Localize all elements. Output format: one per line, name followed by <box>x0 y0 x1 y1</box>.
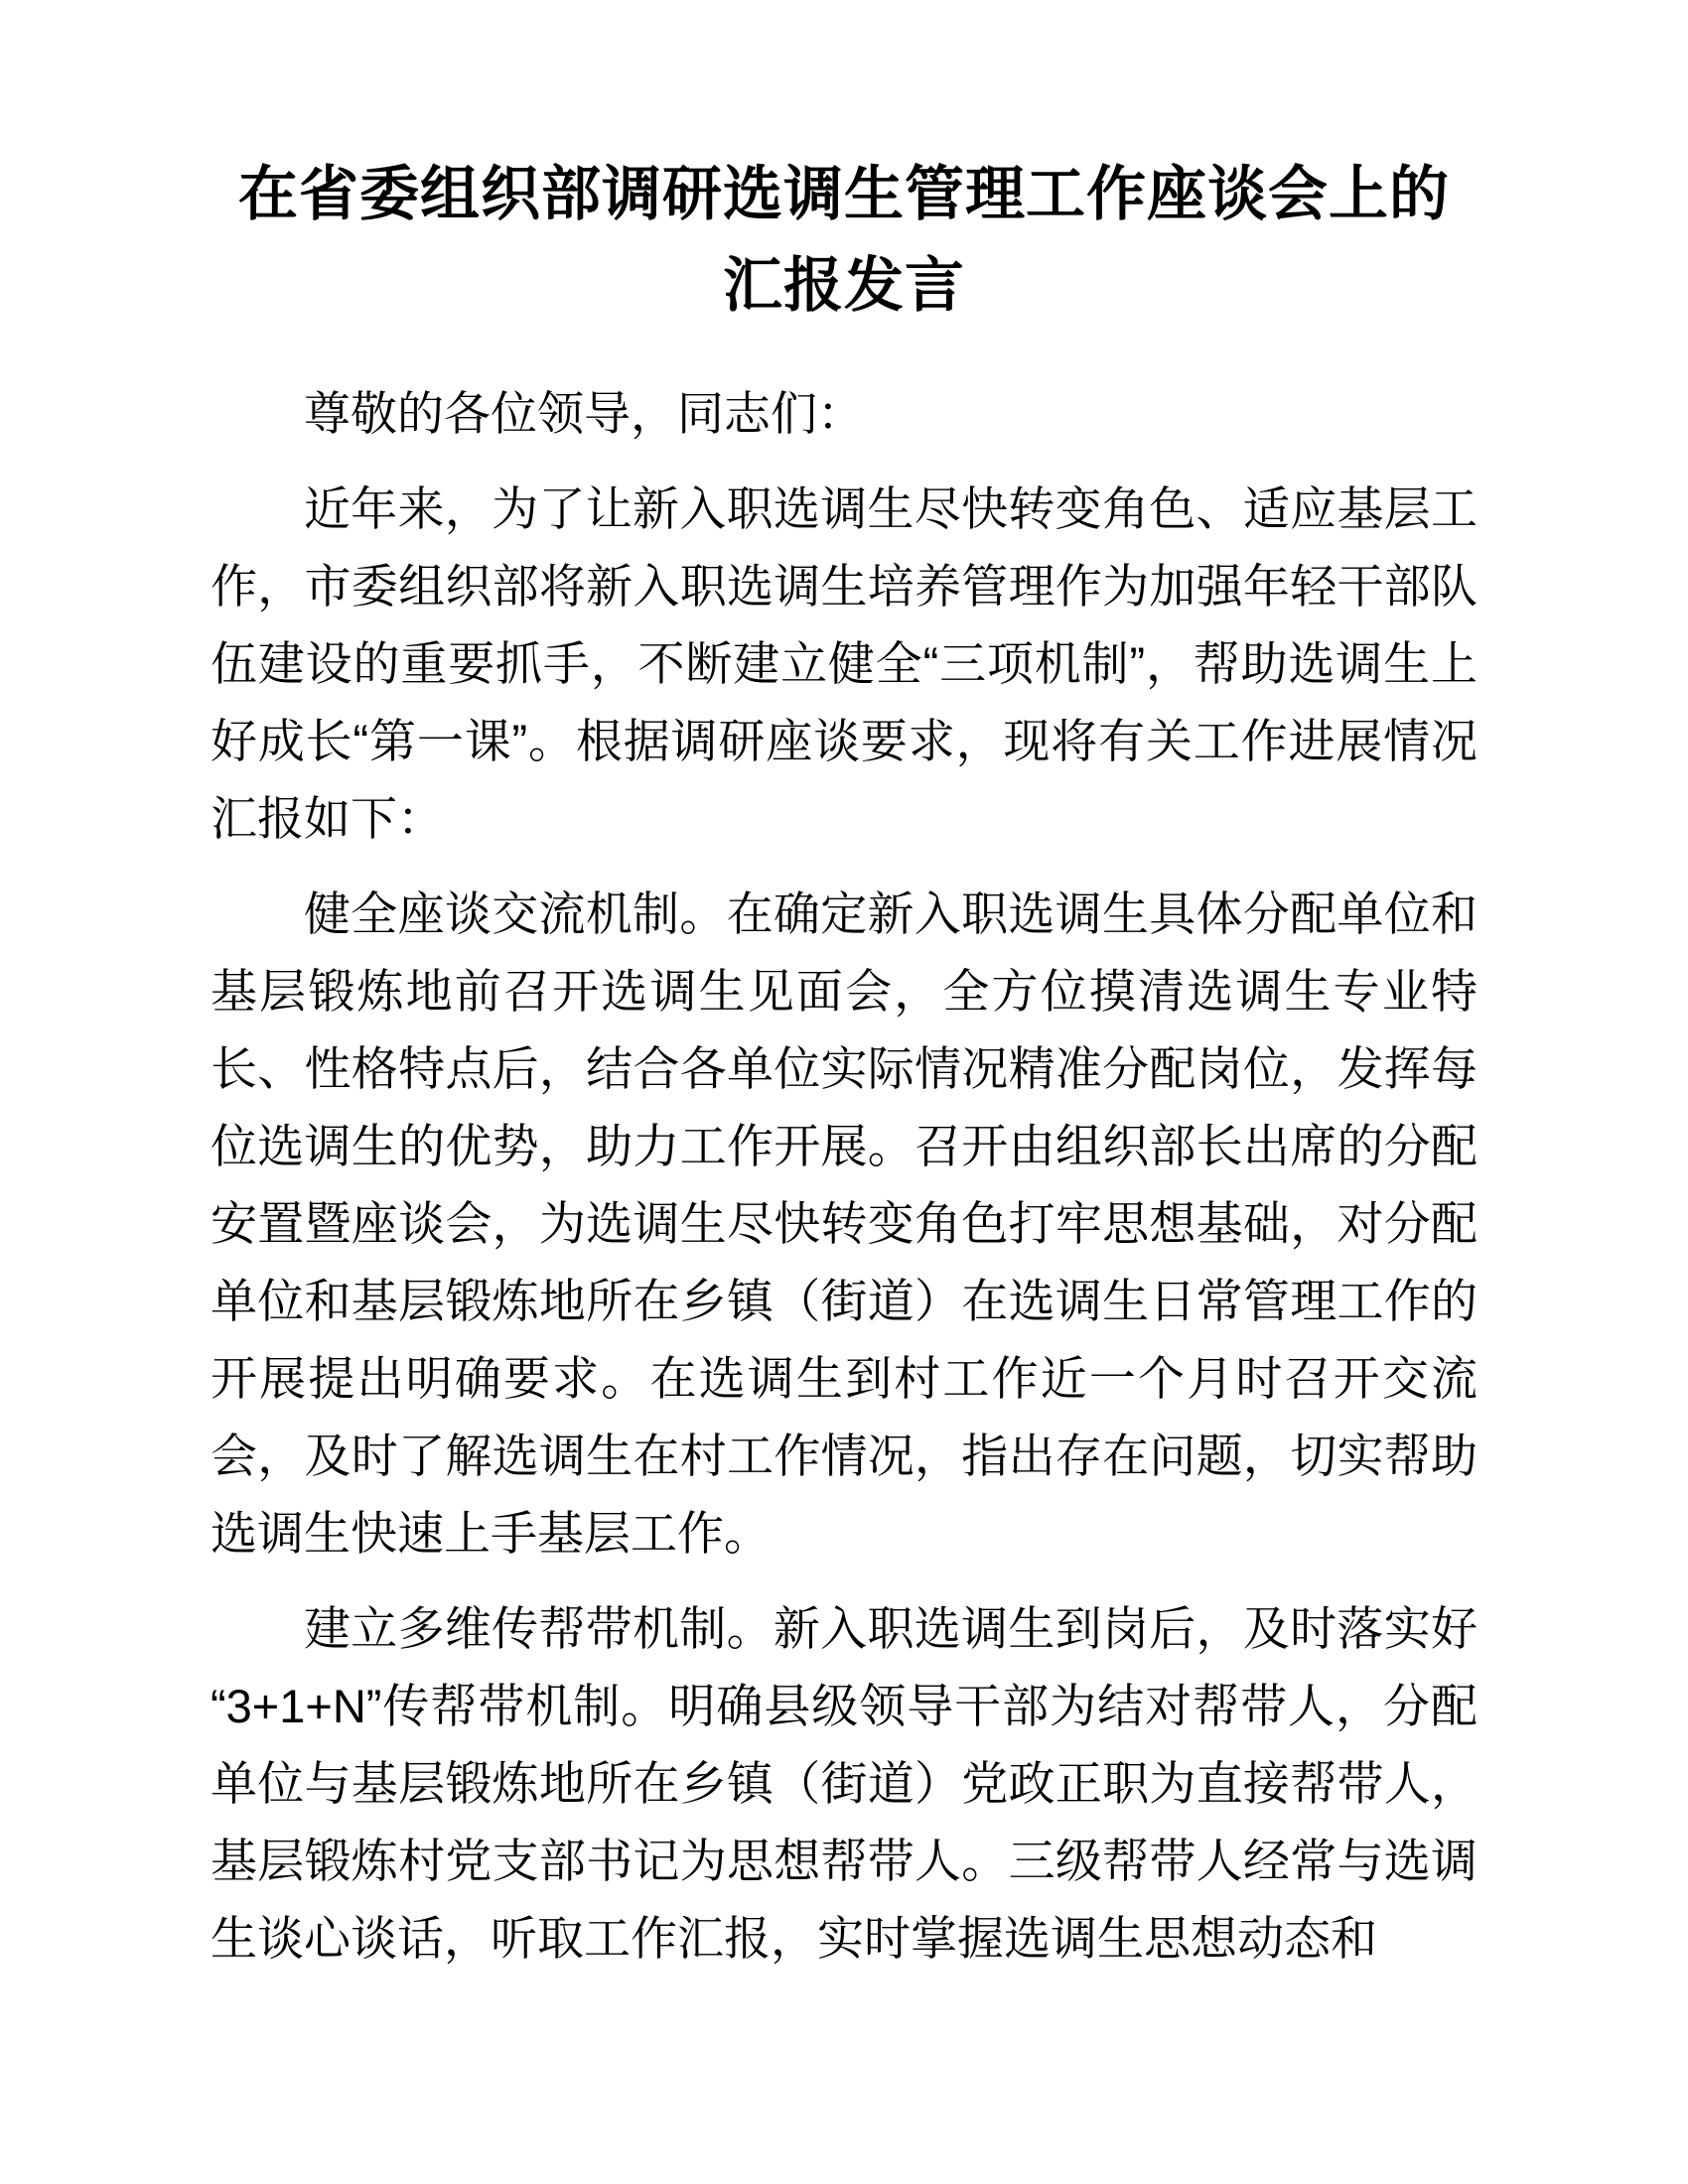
document-body <box>211 375 1477 1978</box>
salutation-paragraph: 尊敬的各位领导，同志们： <box>304 387 864 440</box>
document-title-line-1: 在省委组织部调研选调生管理工作座谈会上的 <box>238 161 1450 227</box>
symposium-exchange-mechanism-paragraph: 健全座谈交流机制。在确定新入职选调生具体分配单位和基层锻炼地前召开选调生见面会，全方位摸清选调生专业特长、性格特点后，结合各单位实际情况精准分配岗位，发挥每位选调生的优势，助力工作开展。召开由组织部长出席的分配安置暨座谈会，为选调生尽快转变角色打牢思想基础，对分配单位和基层锻炼地所在乡镇（街道）在选调生日常管理工作的开展提出明确要求。在选调生到村工作近一个月时召开交流会，及时了解选调生在村工作情况，指出存在问题，切实帮助选调生快速上手基层工作。 <box>211 887 1477 1560</box>
intro-paragraph: 近年来，为了让新入职选调生尽快转变角色、适应基层工作，市委组织部将新入职选调生培养管理作为加强年轻干部队伍建设的重要抓手，不断建立健全“三项机制”，帮助选调生上好成长“第一课”。根据调研座谈要求，现将有关工作进展情况汇报如下： <box>211 482 1477 845</box>
document-title <box>211 149 1477 332</box>
mentoring-mechanism-paragraph: 建立多维传帮带机制。新入职选调生到岗后，及时落实好“3+1+N”传帮带机制。明确县级领导干部为结对帮带人，分配单位与基层锻炼地所在乡镇（街道）党政正职为直接帮带人，基层锻炼村党支部书记为思想帮带人。三级帮带人经常与选调生谈心谈话，听取工作汇报，实时掌握选调生思想动态和 <box>211 1602 1477 1965</box>
document-title-line-2: 汇报发言 <box>723 252 965 319</box>
